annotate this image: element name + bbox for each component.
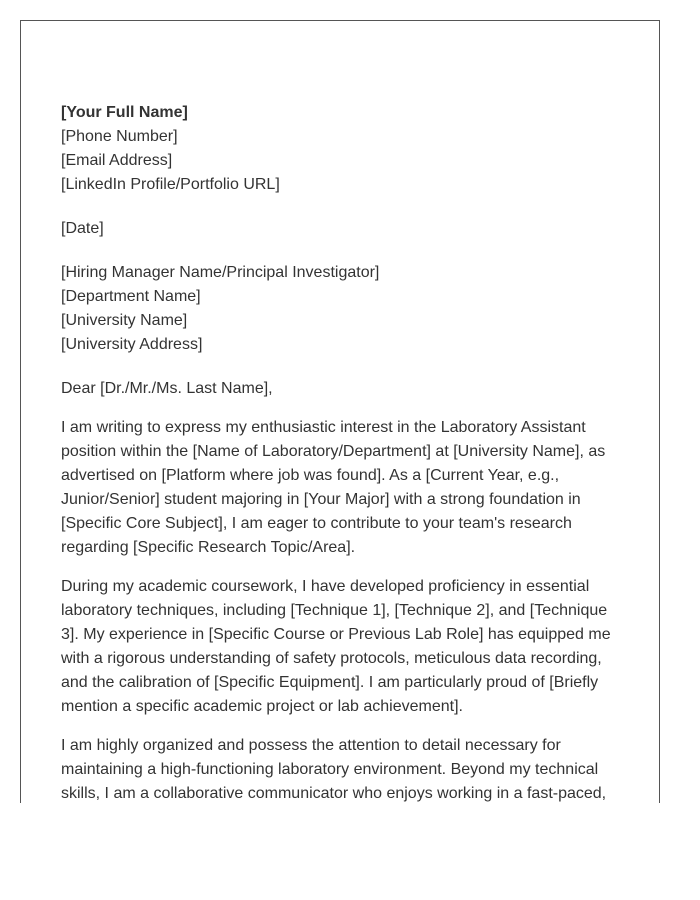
sender-block <box>61 101 617 197</box>
body-paragraph-2: During my academic coursework, I have developed proficiency in essential laboratory techniques, including [Technique 1], [Technique 2], and [Technique 3]. My experience in [Specific Course or Previous Lab Role] has equipped me with a rigorous understanding of safety protocols, meticulous data recording, and the calibration of [Specific Equipment]. I am particularly proud of [Briefly mention a specific academic project or lab achievement]. <box>61 578 611 715</box>
recipient-address: [University Address] <box>61 336 203 353</box>
salutation: Dear [Dr./Mr./Ms. Last Name], <box>61 380 273 397</box>
salutation-block <box>61 377 617 401</box>
recipient-name: [Hiring Manager Name/Principal Investigator] <box>61 264 380 281</box>
recipient-university: [University Name] <box>61 312 188 329</box>
date-block <box>61 217 617 241</box>
body-paragraph-1: I am writing to express my enthusiastic interest in the Laboratory Assistant position within the [Name of Laboratory/Department] at [University Name], as advertised on [Platform where job was found]. As a [Current Year, e.g., Junior/Senior] student majoring in [Your Major] with a strong foundation in [Specific Core Subject], I am eager to contribute to your team's research regarding [Specific Research Topic/Area]. <box>61 419 606 556</box>
sender-profile: [LinkedIn Profile/Portfolio URL] <box>61 176 280 193</box>
sender-phone: [Phone Number] <box>61 128 178 145</box>
sender-email: [Email Address] <box>61 152 173 169</box>
letter-page <box>20 20 660 803</box>
sender-name: [Your Full Name] <box>61 104 188 121</box>
letter-content <box>61 101 617 803</box>
recipient-block <box>61 261 617 357</box>
recipient-department: [Department Name] <box>61 288 201 305</box>
body-paragraph-3: I am highly organized and possess the attention to detail necessary for maintaining a high-functioning laboratory environment. Beyond my technical skills, I am a collaborative communicator who enjoys working in a fast-paced, <box>61 737 607 802</box>
letter-date: [Date] <box>61 220 104 237</box>
